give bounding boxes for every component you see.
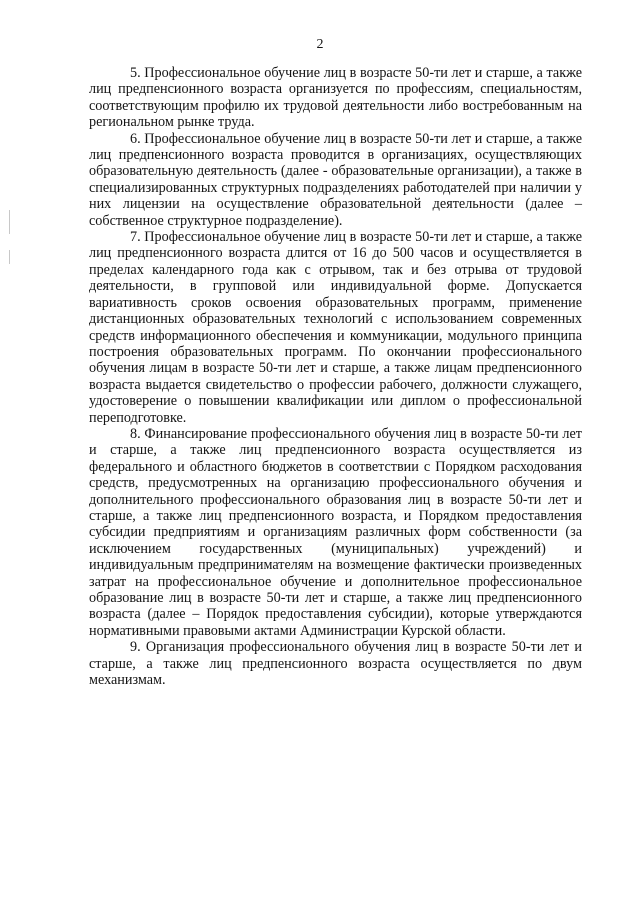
document-body <box>89 65 582 688</box>
scan-artifact <box>9 250 10 264</box>
page-number: 2 <box>316 37 324 52</box>
paragraph-8: 8. Финансирование профессионального обучения лиц в возрасте 50-ти лет и старше, а также лиц предпенсионного возраста осуществляется из федерального и областного бюджетов в соответствии с Порядком расходования средств, предусмотренных на организацию профессионального обучения и дополнительного профессионального образования лиц в возрасте 50-ти лет и старше, а также лиц предпенсионного возраста, и Порядком предоставления субсидии предприятиям и организациям различных форм собственности (за исключением государственных (муниципальных) учреждений) и индивидуальным предпринимателям на возмещение фактически произведенных затрат на профессиональное обучение и дополнительное профессиональное образование лиц в возрасте 50-ти лет и старше, а также лиц предпенсионного возраста (далее – Порядок предоставления субсидии), которые утверждаются нормативными правовыми актами Администрации Курской области. <box>89 425 582 639</box>
paragraph-7: 7. Профессиональное обучение лиц в возрасте 50-ти лет и старше, а также лиц предпенсионного возраста длится от 16 до 500 часов и осуществляется в пределах календарного года как с отрывом, так и без отрыва от трудовой деятельности, в групповой или индивидуальной форме. Допускается вариативность сроков освоения образовательных программ, применение дистанционных образовательных технологий с использованием современных средств информационного обеспечения и коммуникации, модульного принципа построения образовательных программ. По окончании профессионального обучения лицам в возрасте 50-ти лет и старше, а также лицам предпенсионного возраста выдается свидетельство о профессии рабочего, должности служащего, удостоверение о повышении квалификации или диплом о профессиональной переподготовке. <box>89 229 582 426</box>
scan-artifact <box>9 210 10 234</box>
paragraph-6: 6. Профессиональное обучение лиц в возрасте 50-ти лет и старше, а также лиц предпенсионного возраста проводится в организациях, осуществляющих образовательную деятельность (далее - образовательные организации), а также в специализированных структурных подразделениях работодателей при наличии у них лицензии на осуществление образовательной деятельности (далее – собственное структурное подразделение). <box>89 130 582 229</box>
paragraph-5: 5. Профессиональное обучение лиц в возрасте 50-ти лет и старше, а также лиц предпенсионного возраста организуется по профессиям, специальностям, соответствующим профилю их трудовой деятельности либо востребованным на региональном рынке труда. <box>89 65 582 131</box>
paragraph-9: 9. Организация профессионального обучения лиц в возрасте 50-ти лет и старше, а также лиц предпенсионного возраста осуществляется по двум механизмам. <box>89 639 582 689</box>
